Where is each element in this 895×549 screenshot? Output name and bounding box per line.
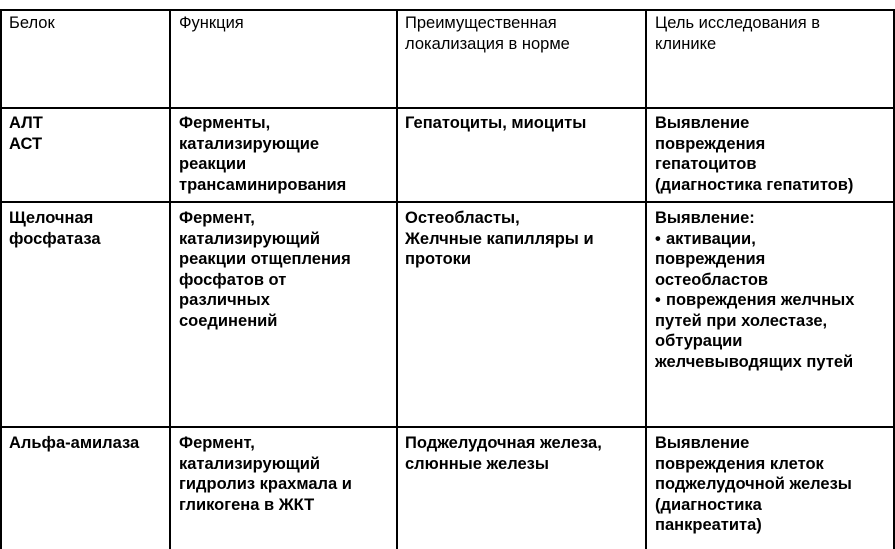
- column-divider-1: [169, 9, 171, 549]
- purpose-line: поджелудочной железы: [655, 475, 852, 493]
- header-function: [179, 13, 244, 34]
- purpose-line: обтурации: [655, 332, 743, 350]
- header-protein-line: Белок: [9, 14, 55, 32]
- purpose-line: (диагностика гепатитов): [655, 175, 854, 194]
- row-1-protein: [9, 113, 43, 154]
- header-row-border: [0, 107, 895, 109]
- function-line: различных: [179, 291, 270, 309]
- header-protein: [9, 13, 55, 34]
- table-left-border: [0, 9, 2, 549]
- purpose-line: желчевыводящих путей: [655, 352, 854, 371]
- purpose-line: повреждения: [655, 250, 766, 268]
- function-line: Фермент,: [179, 434, 255, 452]
- header-purpose: [655, 13, 820, 54]
- function-line: гликогена в ЖКТ: [179, 495, 315, 514]
- protein-line: АЛТ: [9, 114, 43, 132]
- row-2-purpose: [655, 208, 854, 372]
- localization-line: Поджелудочная железа,: [405, 434, 602, 452]
- function-line: катализирующий: [179, 229, 320, 248]
- purpose-line: (диагностика: [655, 495, 762, 514]
- purpose-line: панкреатита): [655, 516, 762, 534]
- row-2-localization: [405, 208, 594, 270]
- function-line: Фермент,: [179, 209, 255, 227]
- function-line: соединений: [179, 311, 278, 330]
- table-top-border: [0, 9, 895, 11]
- row-2-function: [179, 208, 351, 331]
- localization-line: Гепатоциты, миоциты: [405, 114, 587, 132]
- row-1-purpose: [655, 113, 853, 195]
- function-line: катализирующие: [179, 134, 320, 153]
- purpose-bullet-item: • активации,: [655, 229, 854, 250]
- purpose-line: остеобластов: [655, 270, 769, 289]
- localization-line: протоки: [405, 250, 472, 268]
- row-3-localization: [405, 433, 602, 474]
- header-localization: [405, 13, 570, 54]
- header-purpose-line: Цель исследования в: [655, 14, 820, 32]
- header-localization-line: локализация в норме: [405, 34, 570, 53]
- function-line: гидролиз крахмала и: [179, 475, 352, 493]
- localization-line: слюнные железы: [405, 454, 549, 473]
- function-line: трансаминирования: [179, 175, 347, 194]
- function-line: катализирующий: [179, 454, 320, 473]
- function-line: Ферменты,: [179, 114, 271, 132]
- row-3-protein: [9, 433, 139, 454]
- localization-line: Желчные капилляры и: [405, 229, 594, 248]
- localization-line: Остеобласты,: [405, 209, 520, 227]
- purpose-intro: Выявление:: [655, 209, 755, 227]
- function-line: фосфатов от: [179, 270, 287, 289]
- function-line: реакции: [179, 155, 247, 173]
- row-3-purpose: [655, 433, 852, 536]
- column-divider-3: [645, 9, 647, 549]
- protein-line: фосфатаза: [9, 229, 101, 248]
- row-1-function: [179, 113, 346, 195]
- protein-line: Альфа-амилаза: [9, 434, 140, 452]
- header-function-line: Функция: [179, 14, 244, 32]
- protein-line: Щелочная: [9, 209, 94, 227]
- purpose-line: путей при холестазе,: [655, 311, 828, 330]
- protein-line: АСТ: [9, 134, 43, 153]
- row-1-localization: [405, 113, 586, 134]
- header-localization-line: Преимущественная: [405, 14, 557, 32]
- purpose-line: повреждения клеток: [655, 454, 824, 473]
- column-divider-2: [396, 9, 398, 549]
- row-1-border: [0, 201, 895, 203]
- row-2-protein: [9, 208, 101, 249]
- purpose-line: гепатоцитов: [655, 155, 757, 173]
- row-3-function: [179, 433, 352, 515]
- function-line: реакции отщепления: [179, 250, 351, 268]
- purpose-bullet-item: • повреждения желчных: [655, 290, 854, 311]
- header-purpose-line: клинике: [655, 34, 717, 53]
- purpose-line: Выявление: [655, 434, 750, 452]
- row-2-border: [0, 426, 895, 428]
- purpose-line: Выявление: [655, 114, 750, 132]
- purpose-line: повреждения: [655, 134, 766, 153]
